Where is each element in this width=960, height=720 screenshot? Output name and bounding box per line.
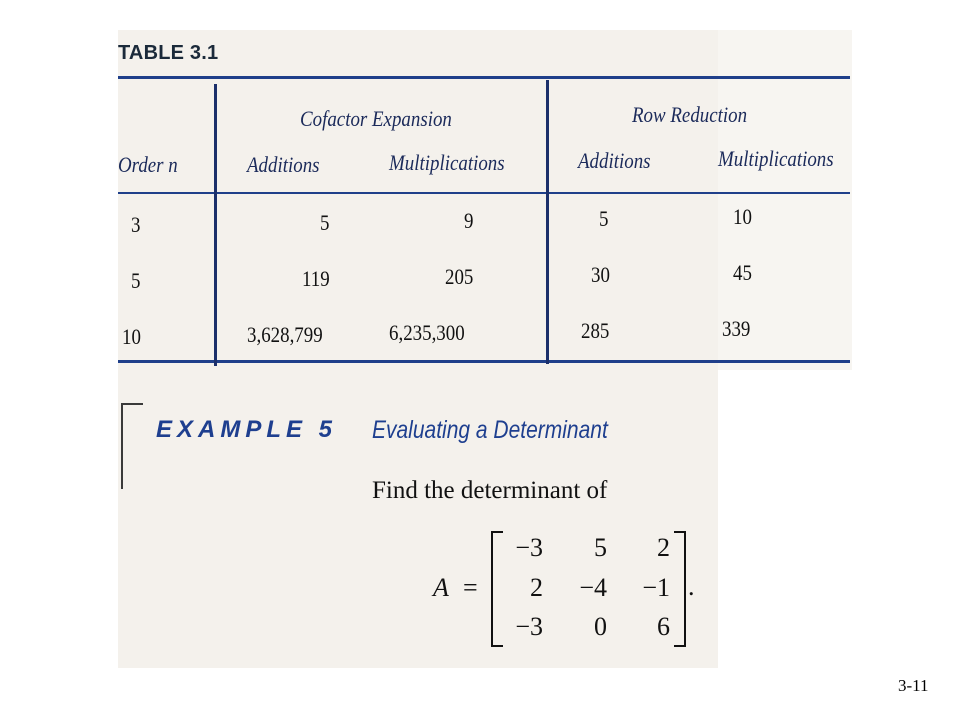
column-header-cofactor-multiplications: Multiplications xyxy=(389,150,505,175)
matrix-entry: 6 xyxy=(657,612,670,641)
cell-order: 3 xyxy=(131,212,141,237)
group-header-cofactor: Cofactor Expansion xyxy=(300,106,452,131)
matrix-entry: −1 xyxy=(642,573,670,602)
matrix-entry: 2 xyxy=(530,573,543,602)
cell-cofactor-additions: 5 xyxy=(320,210,330,235)
table-bottom-rule xyxy=(118,360,850,363)
matrix-entry: −3 xyxy=(515,612,543,641)
matrix-entry: 0 xyxy=(594,612,607,641)
example-label: EXAMPLE 5 xyxy=(156,416,338,443)
example-prompt: Find the determinant of xyxy=(372,477,608,504)
matrix-entry: 2 xyxy=(657,533,670,562)
table-header-rule xyxy=(118,192,850,194)
column-header-cofactor-additions: Additions xyxy=(247,152,320,177)
page-number: 3-11 xyxy=(898,676,929,695)
matrix-right-bracket xyxy=(674,531,686,647)
table-divider-left xyxy=(214,84,217,366)
cell-order: 5 xyxy=(131,268,141,293)
column-header-row-additions: Additions xyxy=(578,148,651,173)
cell-row-multiplications: 339 xyxy=(722,316,751,341)
cell-cofactor-multiplications: 9 xyxy=(464,208,474,233)
example-corner-bracket-top xyxy=(121,403,143,405)
cell-cofactor-additions: 119 xyxy=(302,266,330,291)
column-header-order: Order n xyxy=(118,152,178,177)
table-title: TABLE 3.1 xyxy=(118,42,219,64)
cell-row-multiplications: 10 xyxy=(733,204,752,229)
matrix-entry: −3 xyxy=(515,533,543,562)
group-header-row-reduction: Row Reduction xyxy=(632,102,748,127)
matrix-equals: = xyxy=(463,573,478,602)
table-divider-right xyxy=(546,80,549,364)
column-header-row-multiplications: Multiplications xyxy=(718,146,834,171)
example-corner-bracket xyxy=(121,403,123,489)
cell-row-multiplications: 45 xyxy=(733,260,752,285)
cell-cofactor-multiplications: 205 xyxy=(445,264,474,289)
matrix-terminator: . xyxy=(688,572,695,601)
cell-order: 10 xyxy=(122,324,141,349)
cell-cofactor-additions: 3,628,799 xyxy=(247,322,323,347)
table-top-rule xyxy=(118,76,850,79)
cell-cofactor-multiplications: 6,235,300 xyxy=(389,320,465,345)
cell-row-additions: 285 xyxy=(581,318,610,343)
matrix-name: A xyxy=(433,573,449,602)
matrix-entry: 5 xyxy=(594,533,607,562)
cell-row-additions: 30 xyxy=(591,262,610,287)
matrix-entry: −4 xyxy=(579,573,607,602)
example-title: Evaluating a Determinant xyxy=(372,416,608,444)
cell-row-additions: 5 xyxy=(599,206,609,231)
